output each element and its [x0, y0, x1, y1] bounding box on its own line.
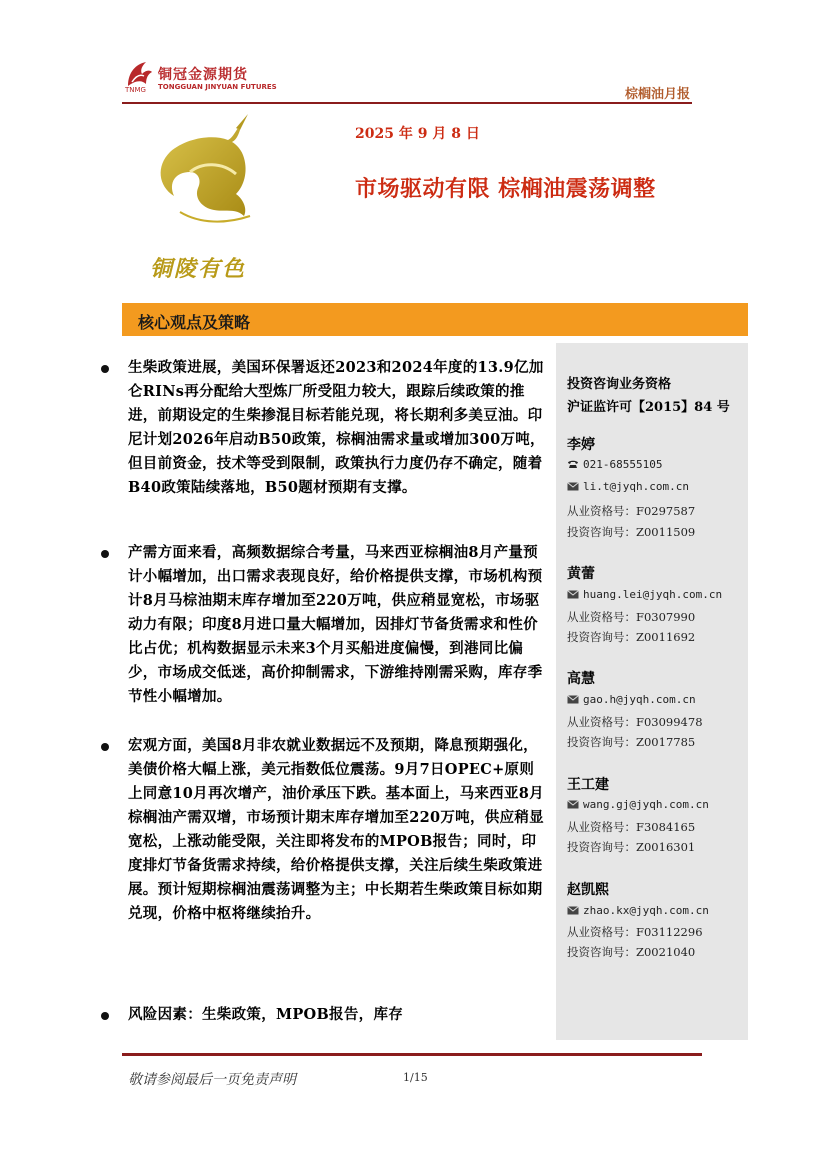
analyst-name: 王工建: [567, 777, 609, 793]
report-title: 市场驱动有限 棕榈油震荡调整: [355, 176, 656, 202]
envelope-icon: [567, 694, 579, 707]
analyst-email-row[interactable]: [567, 798, 709, 812]
logo-mark-text: TNMG: [125, 86, 146, 94]
analyst-name: 赵凯熙: [567, 882, 609, 898]
analyst-advisory: 投资咨询号：Z0016301: [567, 840, 696, 854]
bullet-dot: [101, 743, 109, 751]
analyst-email[interactable]: li.t@jyqh.com.cn: [583, 480, 689, 493]
emblem: [140, 112, 280, 292]
bullet-dot: [101, 365, 109, 373]
bullet-paragraph-policy: 生柴政策进展，美国环保署返还2023和2024年度的13.9亿加仑RINs再分配给大型炼厂所受阻力较大，跟踪后续政策的推进，前期设定的生柴掺混目标若能兑现，将长期利多美豆油。印尼计划2026年启动B50政策，棕榈油需求量或增加300万吨，但目前资金，技术等受到限制，政策执行力度仍存不确定，随着B40政策陆续落地，B50题材预期有支撑。: [128, 359, 545, 496]
analyst-phone: 021-68555105: [583, 458, 663, 471]
bullet-dot: [101, 550, 109, 558]
qualification-line-2: 沪证监许可【2015】84 号: [567, 400, 730, 415]
company-logo: [122, 56, 277, 98]
analyst-email-row[interactable]: [567, 480, 689, 494]
analyst-advisory: 投资咨询号：Z0011509: [567, 525, 696, 539]
header-divider: [122, 102, 692, 104]
page-number: 1/15: [403, 1071, 428, 1084]
analyst-sidebar: [556, 343, 748, 1040]
envelope-icon: [567, 799, 579, 812]
analyst-email-row[interactable]: [567, 904, 709, 918]
bullet-paragraph-supply-demand: 产需方面来看，高频数据综合考量，马来西亚棕榈油8月产量预计小幅增加，出口需求表现良好，给价格提供支撑，市场机构预计8月马棕油期末库存增加至220万吨，供应稍显宽松，市场驱动力有限；印度8月进口量大幅增加，因排灯节备货需求和性价比占优；机构数据显示未来3个月买船进度偏慢，到港同比偏少，市场成交低迷，高价抑制需求，下游维持刚需采购，库存季节性小幅增加。: [128, 544, 543, 705]
analyst-cert: 从业资格号：F0307990: [567, 610, 696, 624]
envelope-icon: [567, 481, 579, 494]
analyst-cert: 从业资格号：F3084165: [567, 820, 696, 834]
footer-disclaimer: 敬请参阅最后一页免责声明: [128, 1072, 296, 1088]
analyst-name: 高慧: [567, 671, 595, 687]
report-type-label: 棕榈油月报: [624, 87, 690, 102]
analyst-advisory: 投资咨询号：Z0011692: [567, 630, 696, 644]
company-name-en: TONGGUAN JINYUAN FUTURES: [158, 83, 277, 91]
analyst-email[interactable]: gao.h@jyqh.com.cn: [583, 693, 696, 706]
envelope-icon: [567, 589, 579, 602]
analyst-cert: 从业资格号：F03112296: [567, 925, 703, 939]
emblem-caption: 铜陵有色: [150, 256, 247, 282]
phone-icon: [567, 459, 579, 472]
analyst-email-row[interactable]: [567, 588, 722, 602]
bullet-paragraph-macro: 宏观方面，美国8月非农就业数据远不及预期，降息预期强化，美债价格大幅上涨，美元指数低位震荡。9月7日OPEC+原则上同意10月再次增产，油价承压下跌。基本面上，马来西亚8月棕榈油产需双增，市场预计期末库存增加至220万吨，供应稍显宽松，上涨动能受限，关注即将发布的MPOB报告；同时，印度排灯节备货需求持续，给价格提供支撑，关注后续生柴政策进展。预计短期棕榈油震荡调整为主；中长期若生柴政策目标如期兑现，价格中枢将继续抬升。: [128, 737, 544, 922]
analyst-phone-row: [567, 458, 662, 472]
analyst-cert: 从业资格号：F03099478: [567, 715, 703, 729]
company-name-cn: 铜冠金源期货: [158, 67, 248, 83]
section-header-bar: [122, 303, 748, 336]
analyst-name: 李婷: [567, 437, 595, 453]
analyst-cert: 从业资格号：F0297587: [567, 504, 696, 518]
analyst-advisory: 投资咨询号：Z0017785: [567, 735, 696, 749]
envelope-icon: [567, 905, 579, 918]
footer-divider: [122, 1053, 702, 1056]
analyst-email[interactable]: zhao.kx@jyqh.com.cn: [583, 904, 709, 917]
report-date: 2025 年 9 月 8 日: [355, 126, 480, 142]
analyst-advisory: 投资咨询号：Z0021040: [567, 945, 696, 959]
analyst-email-row[interactable]: [567, 693, 696, 707]
bullet-dot: [101, 1012, 109, 1020]
analyst-email[interactable]: huang.lei@jyqh.com.cn: [583, 588, 723, 601]
section-title: 核心观点及策略: [138, 313, 251, 332]
analyst-name: 黄蕾: [567, 566, 595, 582]
qualification-line-1: 投资咨询业务资格: [567, 377, 672, 392]
bullet-paragraph-risk: 风险因素：生柴政策，MPOB报告，库存: [128, 1006, 404, 1023]
analyst-email[interactable]: wang.gj@jyqh.com.cn: [583, 798, 709, 811]
